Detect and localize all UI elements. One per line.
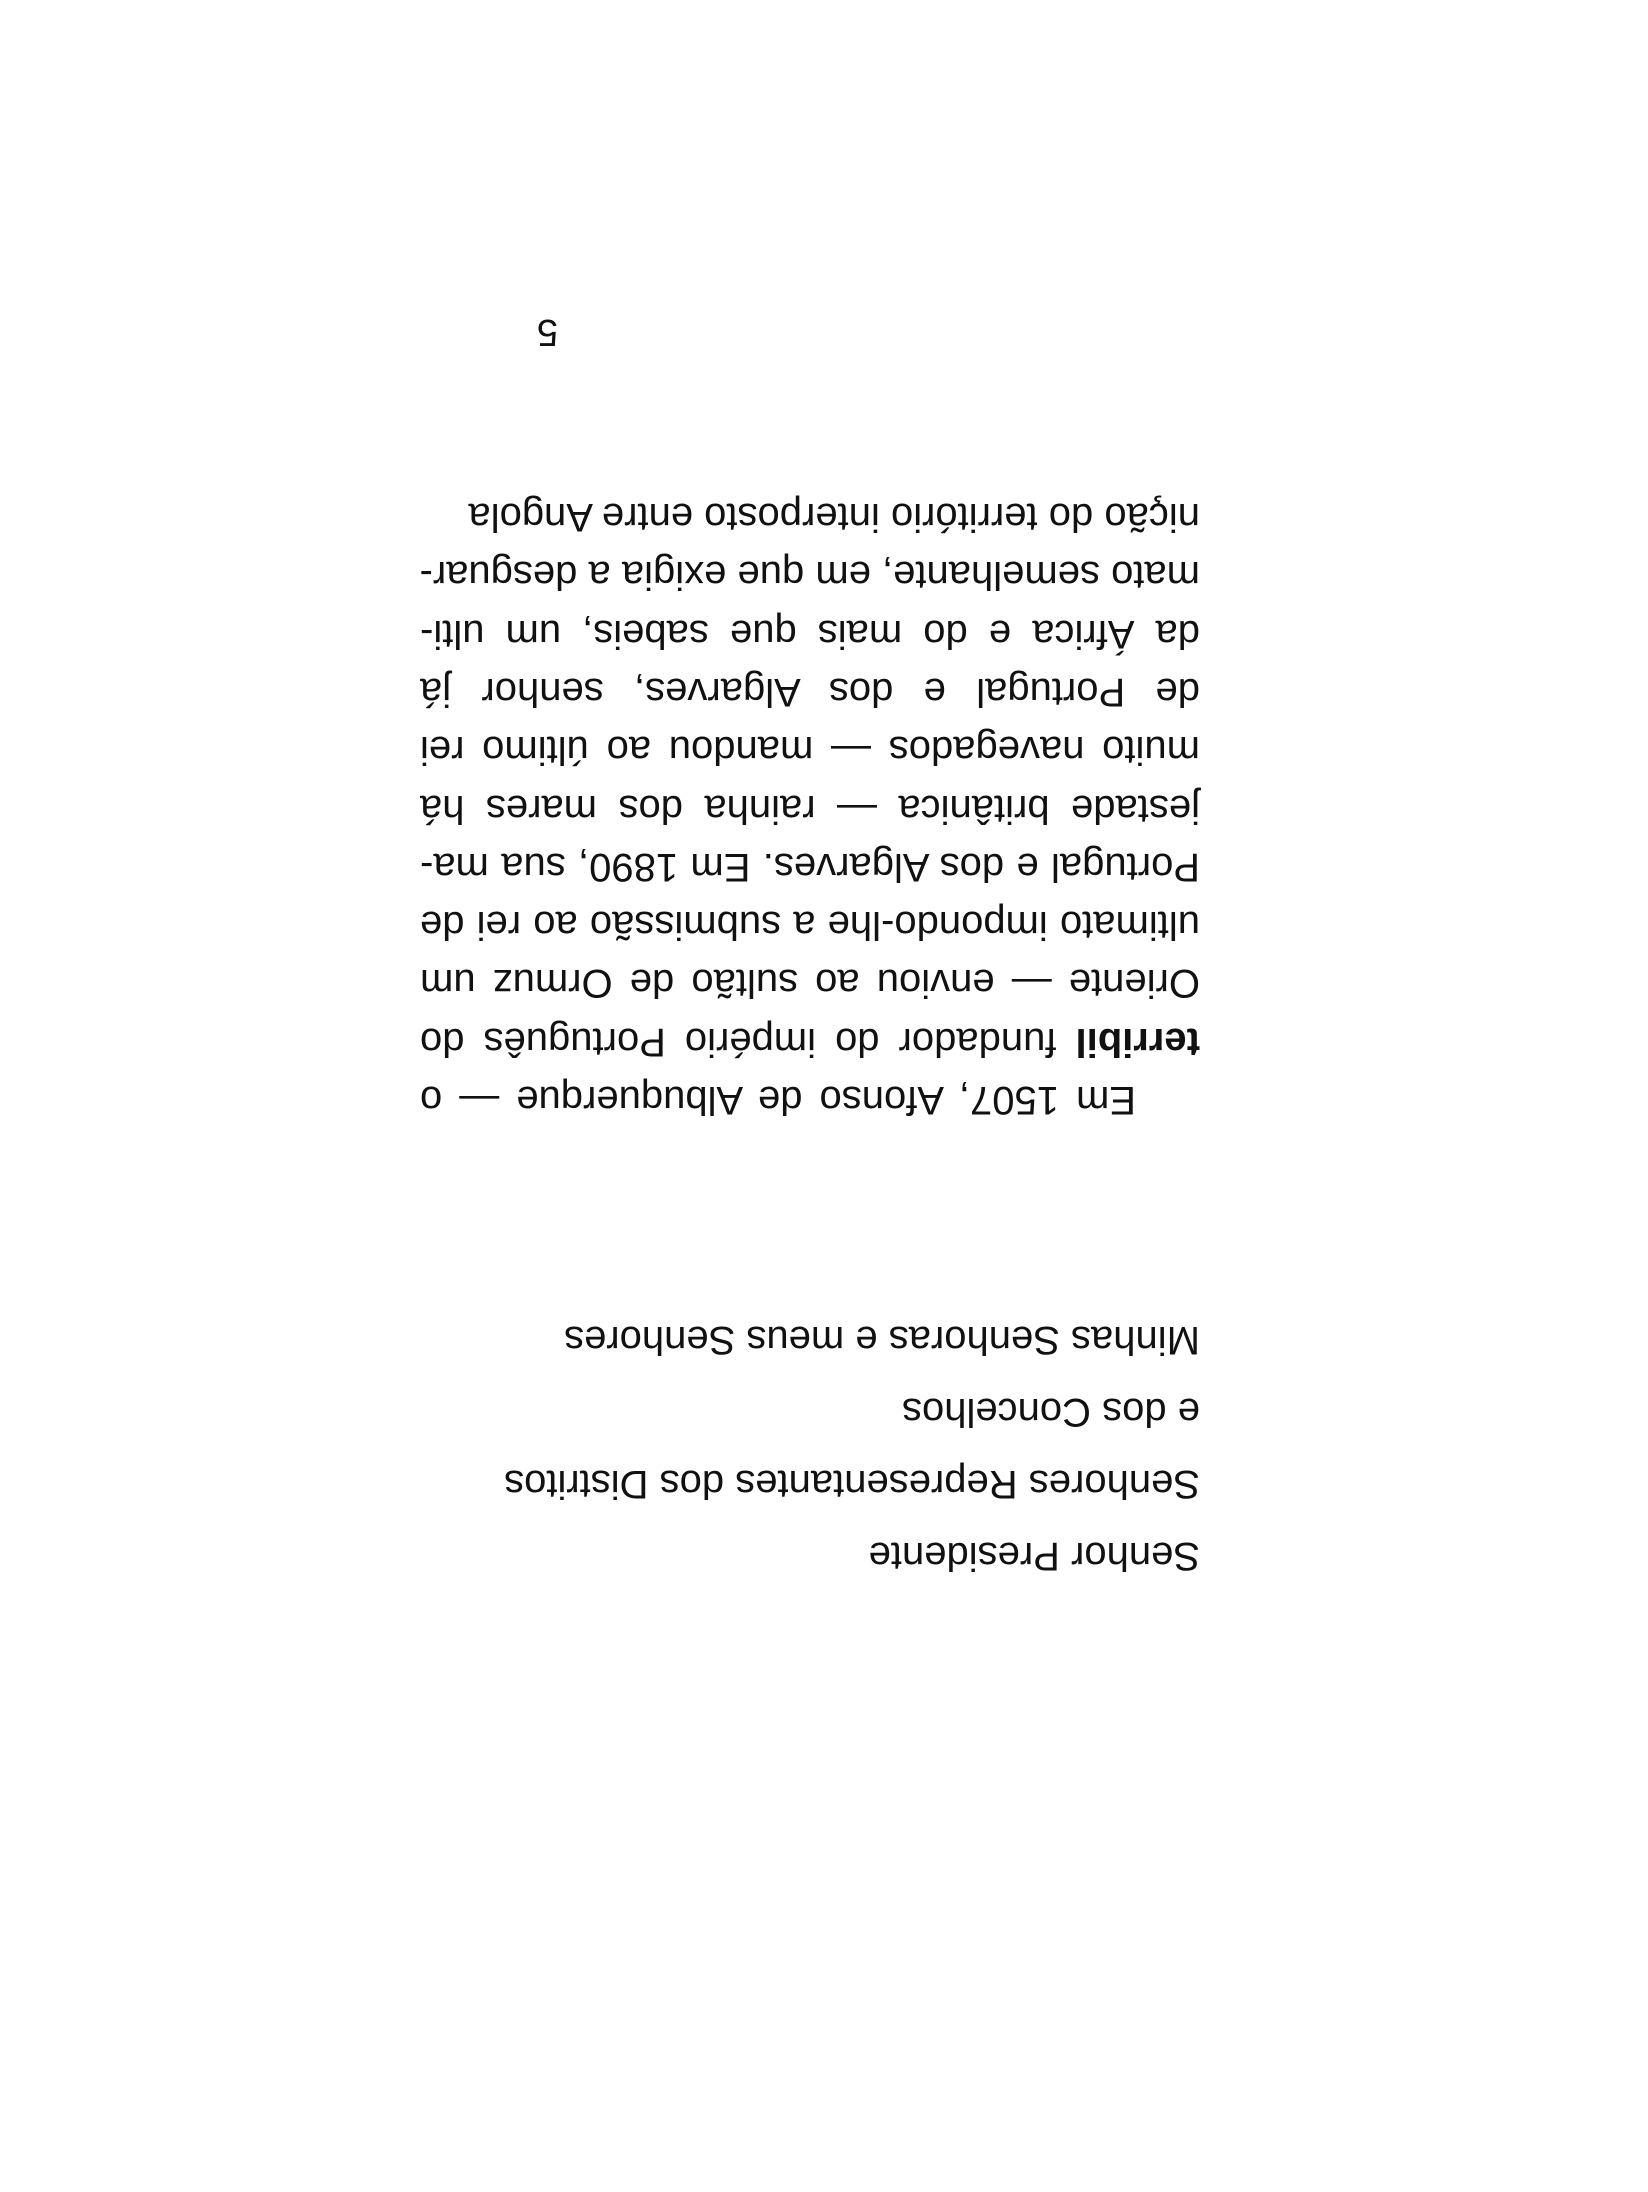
paragraph-line: Em 1507, Afonso de Albuquerque — o [420, 1078, 1136, 1122]
body-paragraph [420, 488, 1200, 1129]
salutation-block [420, 1304, 1200, 1592]
paragraph-line: nição do território interposto entre Angola [468, 495, 1200, 540]
paragraph-line: muito navegados — mandou ao último rei [420, 728, 1200, 773]
paragraph-line: Portugal e dos Algarves. Em 1890, sua ma- [420, 844, 1200, 889]
salutation-line: Senhor Presidente [868, 1534, 1200, 1578]
paragraph-line: mato semelhante, em que exigia a desguar- [419, 553, 1200, 598]
paragraph-line: Oriente — enviou ao sultão de Ormuz um [420, 961, 1200, 1006]
salutation-line: Minhas Senhoras e meus Senhores [564, 1318, 1200, 1362]
paragraph-line: ultimato impondo-lhe a submissão ao rei de [420, 903, 1200, 948]
paragraph-line-text: fundador do império Português do [420, 1019, 1076, 1064]
paragraph-line: da África e do mais que sabeis, um ulti- [420, 611, 1200, 656]
paragraph-line: jestade britânica — rainha dos mares há [420, 786, 1200, 831]
paragraph-line: de Portugal e dos Algarves, senhor já [420, 669, 1200, 714]
salutation-line: e dos Concelhos [902, 1390, 1200, 1434]
paragraph-line [420, 1012, 1200, 1070]
page-number: 5 [536, 311, 558, 353]
bold-word: terribil [1075, 1019, 1200, 1064]
salutation-line: Senhores Representantes dos Distritos [504, 1462, 1200, 1506]
